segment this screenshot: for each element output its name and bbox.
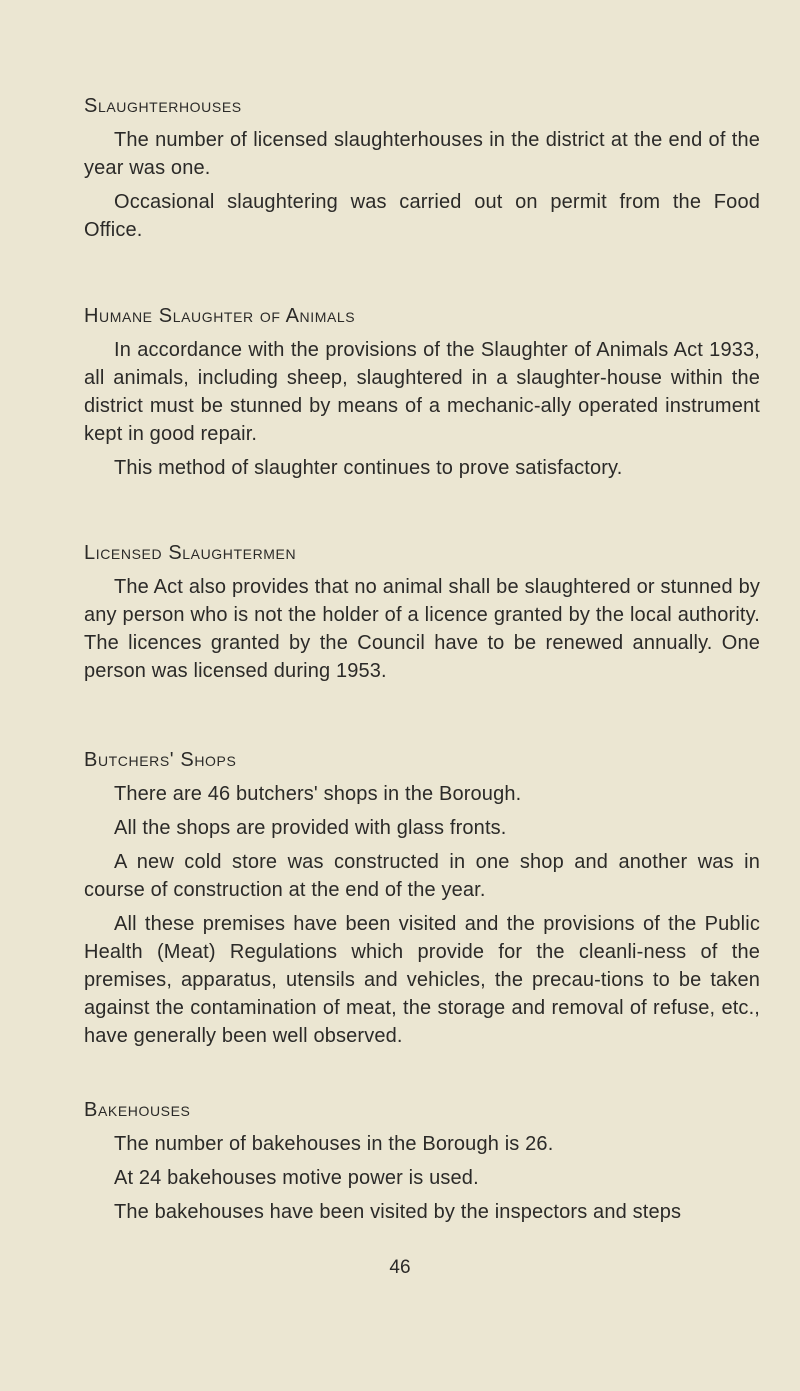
paragraph: All these premises have been visited and the provisions of the Public Health (Meat) Regulations which provide for the cleanli-ness of the premises, apparatus, utensils and vehicles, the precau-tions to be taken against the contamination of meat, the storage and removal of refuse, etc., have generally been well observed. xyxy=(84,913,760,1047)
paragraph: There are 46 butchers' shops in the Borough. xyxy=(114,783,522,805)
page-number: 46 xyxy=(389,1257,411,1278)
paragraph: Occasional slaughtering was carried out on permit from the Food Office. xyxy=(84,191,760,241)
paragraph: In accordance with the provisions of the Slaughter of Animals Act 1933, all animals, including sheep, slaughtered in a slaughter-house within the district must be stunned by means of a mechanic-ally operated instrument kept in good repair. xyxy=(84,339,760,445)
section-heading: Butchers' Shops xyxy=(84,749,237,771)
section-licensed-slaughtermen xyxy=(84,541,760,691)
section-bakehouses xyxy=(84,1098,760,1232)
section-humane-slaughter xyxy=(84,304,760,488)
section-heading: Humane Slaughter of Animals xyxy=(84,305,356,327)
paragraph: At 24 bakehouses motive power is used. xyxy=(114,1167,479,1189)
section-heading: Bakehouses xyxy=(84,1099,191,1121)
section-slaughterhouses xyxy=(84,94,760,250)
section-butchers-shops xyxy=(84,748,760,1056)
paragraph: The number of licensed slaughterhouses in the district at the end of the year was one. xyxy=(84,129,760,179)
paragraph: All the shops are provided with glass fronts. xyxy=(114,817,507,839)
paragraph: The number of bakehouses in the Borough is 26. xyxy=(114,1133,554,1155)
section-heading: Slaughterhouses xyxy=(84,95,242,117)
paragraph: The Act also provides that no animal shall be slaughtered or stunned by any person who is not the holder of a licence granted by the local authority. The licences granted by the Council have to be renewed annually. One person was licensed during 1953. xyxy=(84,576,760,682)
paragraph: The bakehouses have been visited by the inspectors and steps xyxy=(114,1201,682,1223)
section-heading: Licensed Slaughtermen xyxy=(84,542,297,564)
paragraph: This method of slaughter continues to prove satisfactory. xyxy=(114,457,623,479)
paragraph: A new cold store was constructed in one shop and another was in course of construction at the end of the year. xyxy=(84,851,760,901)
